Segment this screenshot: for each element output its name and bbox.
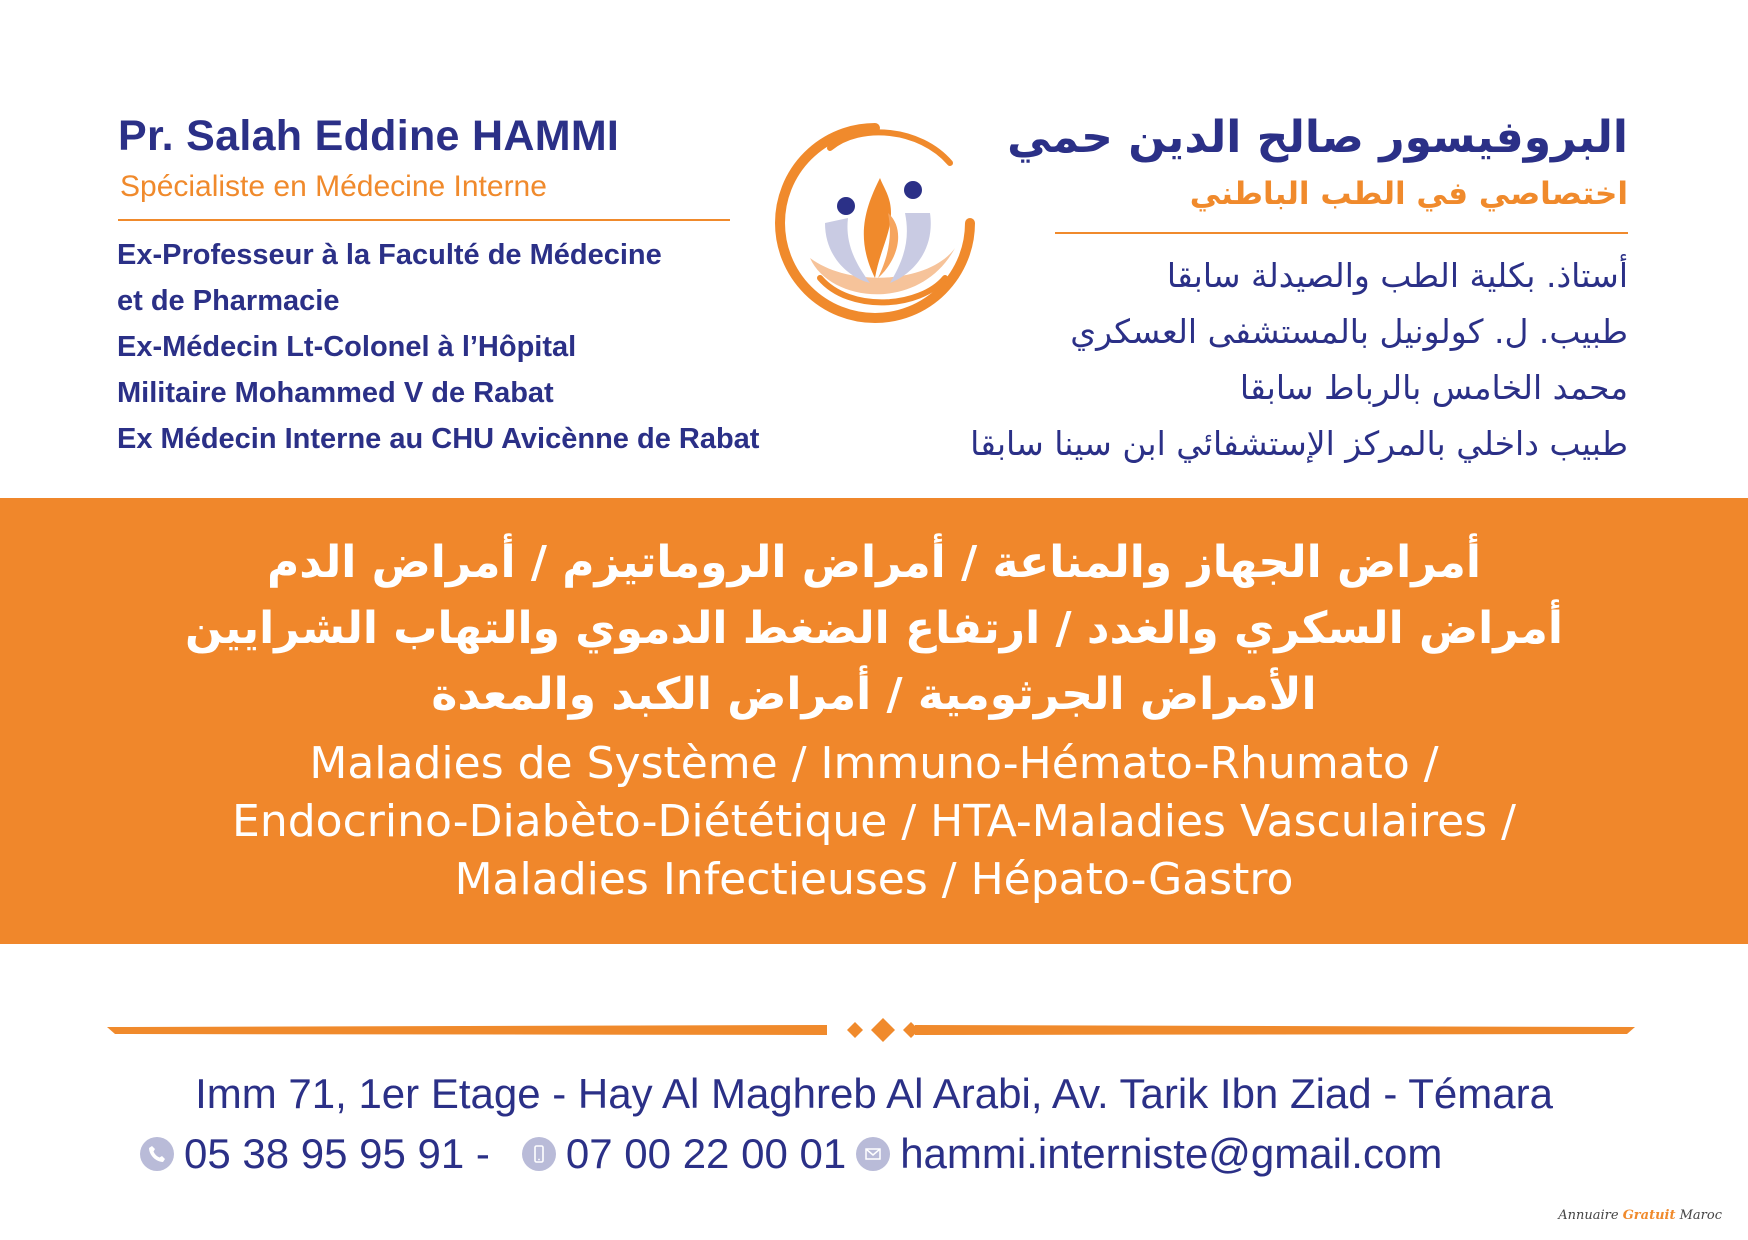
address: Imm 71, 1er Etage - Hay Al Maghreb Al Arabi, Av. Tarik Ibn Ziad - Témara xyxy=(195,1070,1553,1117)
bio-ar-line: طبيب. ل. كولونيل بالمستشفى العسكري xyxy=(1070,312,1628,351)
rule-right xyxy=(1055,232,1628,234)
bio-fr-line: Ex-Médecin Lt-Colonel à l’Hôpital xyxy=(117,331,577,363)
bio-fr-line: Militaire Mohammed V de Rabat xyxy=(117,377,554,409)
bio-fr-line: Ex-Professeur à la Faculté de Médecine xyxy=(117,239,662,271)
bio-ar xyxy=(970,248,1628,472)
watermark xyxy=(1558,1208,1722,1223)
specialty-ar-line: أمراض السكري والغدد / ارتفاع الضغط الدموي والتهاب الشرايين xyxy=(185,603,1563,654)
phone-contact[interactable] xyxy=(140,1130,490,1178)
bio-ar-line: محمد الخامس بالرباط سابقا xyxy=(1239,368,1628,407)
watermark-part: Gratuit xyxy=(1622,1208,1676,1223)
specialty-fr-line: Maladies Infectieuses / Hépato-Gastro xyxy=(454,854,1294,905)
bio-fr xyxy=(117,232,759,462)
contacts xyxy=(140,1126,1442,1182)
ornamental-divider xyxy=(107,1015,1635,1045)
bio-fr-line: et de Pharmacie xyxy=(117,285,340,317)
specialties-ar xyxy=(0,530,1748,728)
phone-number: 05 38 95 95 91 - xyxy=(184,1130,490,1177)
specialty-fr-line: Endocrino-Diabèto-Diététique / HTA-Maladies Vasculaires / xyxy=(232,796,1516,847)
bio-ar-line: أستاذ. بكلية الطب والصيدلة سابقا xyxy=(1166,256,1628,295)
hands-people-logo xyxy=(770,118,980,328)
specialty-fr: Spécialiste en Médecine Interne xyxy=(120,170,547,203)
email-address: hammi.interniste@gmail.com xyxy=(900,1130,1443,1177)
specialty-ar: اختصاصي في الطب الباطني xyxy=(1189,176,1628,212)
watermark-part: Annuaire xyxy=(1558,1208,1623,1223)
mobile-number: 07 00 22 00 01 xyxy=(565,1130,847,1177)
specialty-fr-line: Maladies de Système / Immuno-Hémato-Rhumato / xyxy=(309,738,1439,789)
doctor-name-ar: البروفيسور صالح الدين حمي xyxy=(1007,112,1628,163)
watermark-part: Maroc xyxy=(1675,1208,1722,1223)
specialty-ar-line: الأمراض الجرثومية / أمراض الكبد والمعدة xyxy=(431,669,1317,720)
email-icon xyxy=(856,1137,890,1171)
rule-left xyxy=(118,219,730,221)
email-contact[interactable] xyxy=(856,1130,1442,1178)
bio-ar-line: طبيب داخلي بالمركز الإستشفائي ابن سينا سابقا xyxy=(970,424,1628,463)
mobile-contact[interactable] xyxy=(522,1130,846,1178)
mobile-icon xyxy=(522,1137,556,1171)
doctor-name-fr: Pr. Salah Eddine HAMMI xyxy=(118,112,620,160)
specialties-fr xyxy=(0,735,1748,909)
specialty-ar-line: أمراض الجهاز والمناعة / أمراض الروماتيزم / أمراض الدم xyxy=(267,537,1481,588)
bio-fr-line: Ex Médecin Interne au CHU Avicènne de Rabat xyxy=(117,423,760,455)
phone-icon xyxy=(140,1137,174,1171)
